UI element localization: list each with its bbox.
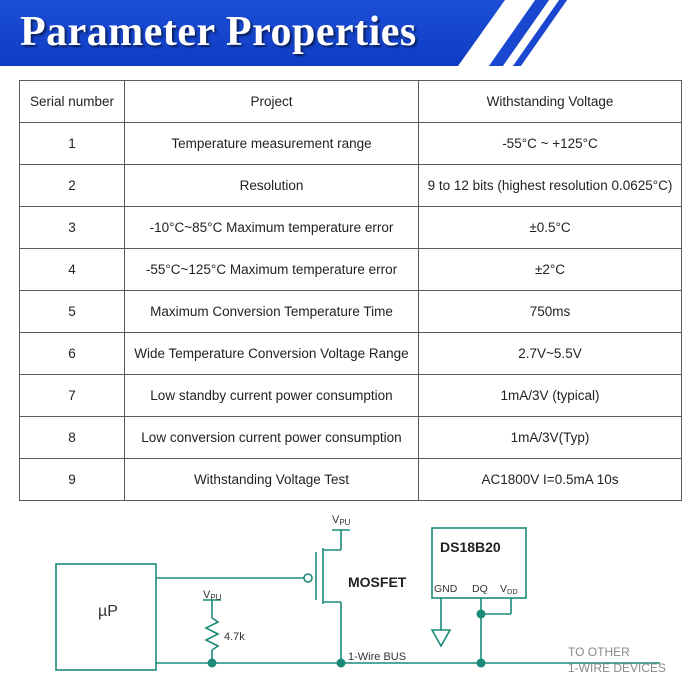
parameter-table — [19, 80, 682, 501]
serial-cell: 4 — [20, 249, 125, 291]
vpu-top-label: VPU — [332, 514, 351, 527]
table-row — [20, 165, 682, 207]
serial-cell: 5 — [20, 291, 125, 333]
bus-label: 1-Wire BUS — [348, 651, 407, 663]
serial-cell: 2 — [20, 165, 125, 207]
pin-vdd-label: VDD — [500, 583, 518, 596]
serial-cell: 6 — [20, 333, 125, 375]
junction-dot — [208, 659, 217, 668]
resistor — [206, 618, 218, 650]
project-cell: Low conversion current power consumption — [125, 417, 419, 459]
value-cell: 750ms — [419, 291, 682, 333]
table-row — [20, 207, 682, 249]
value-cell: ±2°C — [419, 249, 682, 291]
junction-dot — [477, 659, 486, 668]
pin-dq-label: DQ — [472, 583, 488, 595]
resistor-value-label: 4.7k — [224, 631, 245, 643]
table-row — [20, 249, 682, 291]
page-title: Parameter Properties — [20, 9, 417, 55]
project-cell: Wide Temperature Conversion Voltage Range — [125, 333, 419, 375]
mosfet-label: MOSFET — [348, 574, 407, 590]
table-row — [20, 417, 682, 459]
junction-dot — [477, 610, 486, 619]
value-cell: 1mA/3V (typical) — [419, 375, 682, 417]
table-row — [20, 291, 682, 333]
serial-cell: 7 — [20, 375, 125, 417]
pin-gnd-label: GND — [434, 583, 458, 595]
value-cell: AC1800V I=0.5mA 10s — [419, 459, 682, 501]
header-serial-number: Serial number — [20, 81, 125, 123]
title-banner — [0, 0, 700, 66]
vpu-resistor-label: VPU — [203, 589, 222, 602]
value-cell: ±0.5°C — [419, 207, 682, 249]
microprocessor-label: µP — [98, 603, 118, 620]
gate-bubble — [304, 574, 312, 582]
junction-dot — [337, 659, 346, 668]
value-cell: 2.7V~5.5V — [419, 333, 682, 375]
serial-cell: 8 — [20, 417, 125, 459]
circuit-diagram — [0, 500, 700, 700]
value-cell: 9 to 12 bits (highest resolution 0.0625°C) — [419, 165, 682, 207]
project-cell: Resolution — [125, 165, 419, 207]
other-devices-line1: TO OTHER — [568, 645, 630, 659]
project-cell: -55°C~125°C Maximum temperature error — [125, 249, 419, 291]
serial-cell: 9 — [20, 459, 125, 501]
project-cell: Maximum Conversion Temperature Time — [125, 291, 419, 333]
table-row — [20, 123, 682, 165]
value-cell: -55°C ~ +125°C — [419, 123, 682, 165]
serial-cell: 3 — [20, 207, 125, 249]
project-cell: Low standby current power consumption — [125, 375, 419, 417]
value-cell: 1mA/3V(Typ) — [419, 417, 682, 459]
table-row — [20, 333, 682, 375]
table-row — [20, 375, 682, 417]
project-cell: Withstanding Voltage Test — [125, 459, 419, 501]
header-project: Project — [125, 81, 419, 123]
serial-cell: 1 — [20, 123, 125, 165]
project-cell: -10°C~85°C Maximum temperature error — [125, 207, 419, 249]
other-devices-line2: 1-WIRE DEVICES — [568, 661, 667, 675]
header-withstanding-voltage: Withstanding Voltage — [419, 81, 682, 123]
circuit-junctions — [208, 610, 486, 668]
table-header-row — [20, 81, 682, 123]
project-cell: Temperature measurement range — [125, 123, 419, 165]
sensor-name-label: DS18B20 — [440, 539, 501, 555]
table-row — [20, 459, 682, 501]
ground-symbol — [432, 630, 450, 646]
